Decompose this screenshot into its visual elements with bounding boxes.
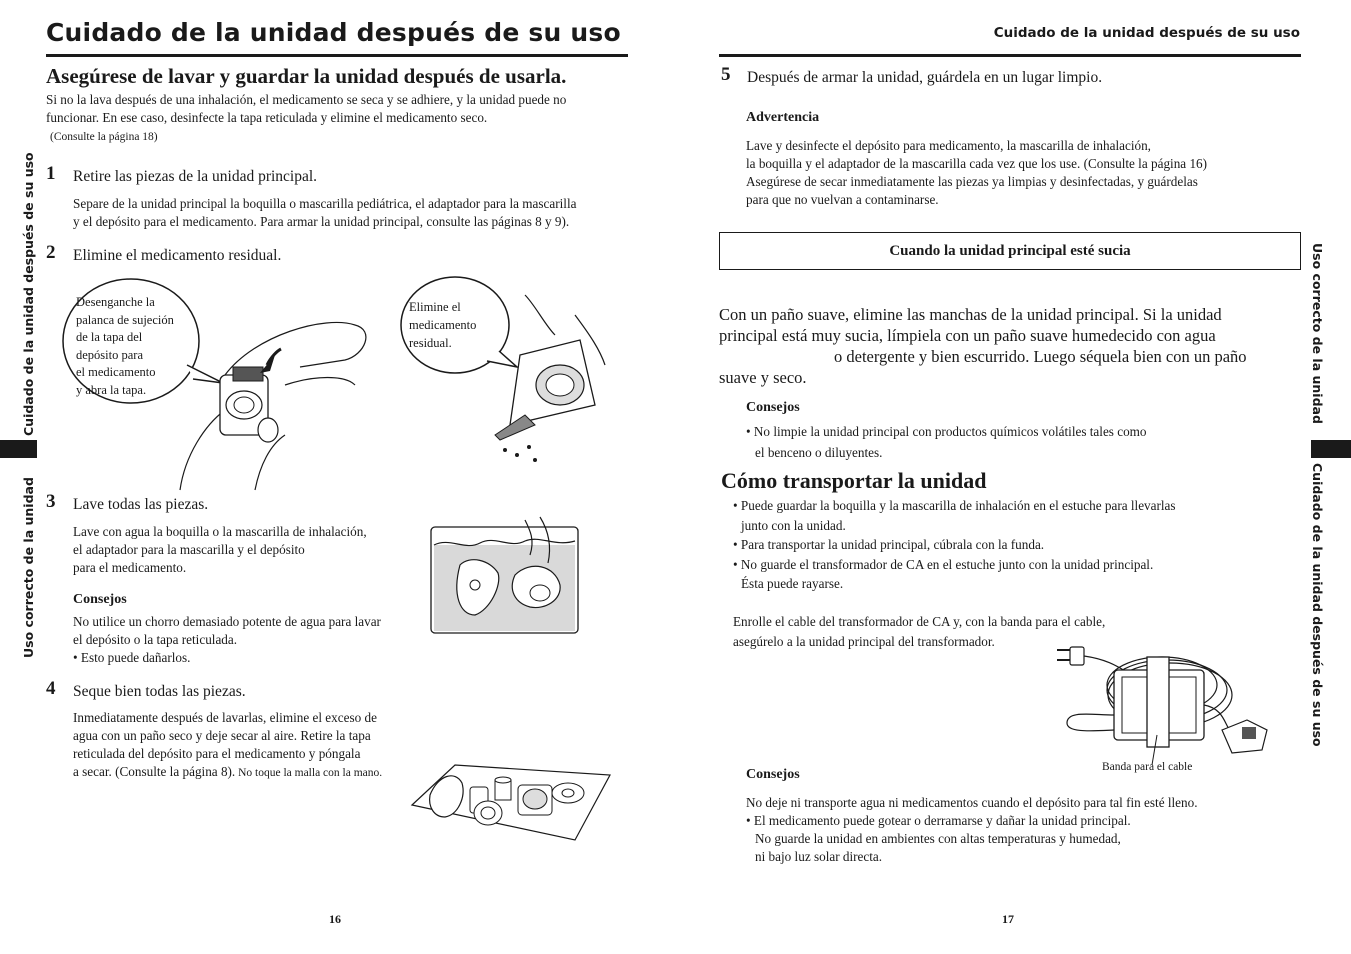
step-1-line-2: y el depósito para el medicamento. Para armar la unidad principal, consulte las páginas 8 y 9).	[73, 214, 570, 229]
dirty-line-2: principal está muy sucia, límpiela con un paño suave humedecido con agua	[719, 326, 1216, 345]
step-4-title: Seque bien todas las piezas.	[73, 683, 246, 700]
dirty-tips-label: Consejos	[746, 400, 800, 415]
step-3-tips-label: Consejos	[73, 592, 127, 607]
dirty-tip-1: • No limpie la unidad principal con productos químicos volátiles tales como	[746, 424, 1147, 439]
final-tips	[746, 794, 1198, 866]
final-tip-line: No guarde la unidad en ambientes con altas temperaturas y humedad,	[755, 831, 1121, 846]
step-3-tip-line: el depósito o la tapa reticulada.	[73, 632, 238, 647]
final-tip-line: • El medicamento puede gotear o derramarse y dañar la unidad principal.	[746, 813, 1131, 828]
step-3-line: el adaptador para la mascarilla y el depósito	[73, 542, 305, 557]
running-header: Cuidado de la unidad después de su uso	[993, 25, 1300, 41]
transport-line: Ésta puede rayarse.	[741, 576, 844, 591]
bubble-2-line: medicamento	[409, 318, 477, 332]
step-5-number: 5	[721, 64, 731, 85]
bubble-2-text	[409, 298, 476, 352]
step-1-number: 1	[46, 163, 56, 184]
step-3-line: Lave con agua la boquilla o la mascarilla de inhalación,	[73, 524, 367, 539]
final-tip-line: ni bajo luz solar directa.	[755, 849, 883, 864]
cable-band-caption: Banda para el cable	[1102, 761, 1193, 773]
warning-text	[746, 137, 1207, 209]
page-title: Cuidado de la unidad después de su uso	[46, 18, 621, 47]
page-number-left: 16	[329, 912, 341, 926]
cable-line: asegúrelo a la unidad principal del transformador.	[733, 633, 995, 649]
transport-line: • No guarde el transformador de CA en el estuche junto con la unidad principal.	[733, 556, 1154, 572]
step-1-title: Retire las piezas de la unidad principal.	[73, 168, 318, 185]
side-tab-top-right: Uso correcto de la unidad	[1310, 243, 1325, 424]
bubble-1-line: de la tapa del	[76, 330, 143, 345]
final-tip-line: No deje ni transporte agua ni medicamentos cuando el depósito para tal fin esté lleno.	[746, 795, 1198, 810]
bubble-1-line: palanca de sujeción	[76, 312, 174, 327]
step-1-line-1: Separe de la unidad principal la boquilla o mascarilla pediátrica, el adaptador para la mascarilla	[73, 196, 577, 211]
transport-title: Cómo transportar la unidad	[721, 468, 987, 493]
dirty-line-3: o detergente y bien escurrido. Luego séquela bien con un paño	[834, 347, 1247, 366]
dirty-line-4: suave y seco.	[719, 368, 807, 387]
washing-basin-illustration	[430, 515, 580, 637]
title-rule	[46, 54, 628, 57]
step-4-last-b: No toque la malla con la mano.	[235, 767, 383, 779]
transport-list	[733, 496, 1176, 594]
step-4-last-line	[73, 763, 382, 782]
bubble-1-line: depósito para	[76, 347, 143, 362]
bubble-2-line: residual.	[409, 336, 452, 350]
step-4-text	[73, 709, 382, 782]
step-3-title: Lave todas las piezas.	[73, 496, 209, 513]
side-tab-top: Cuidado de la unidad después de su uso	[21, 152, 36, 436]
warning-label: Advertencia	[746, 110, 820, 125]
step-3-tip-line: No utilice un chorro demasiado potente de agua para lavar	[73, 614, 381, 629]
bubble-1-line: Desenganche la	[76, 295, 155, 309]
bubble-2-line: Elimine el	[409, 300, 461, 314]
warning-line: Asegúrese de secar inmediatamente las piezas ya limpias y desinfectadas, y guárdelas	[746, 174, 1198, 189]
side-tab-bottom-right: Cuidado de la unidad después de su uso	[1310, 463, 1325, 747]
step-3-text	[73, 523, 367, 577]
drying-parts-illustration	[410, 755, 615, 845]
step-3-tip-line: • Esto puede dañarlos.	[73, 650, 191, 665]
page-number-right: 17	[1002, 912, 1014, 926]
step-3-number: 3	[46, 491, 56, 512]
bubble-1-text	[76, 294, 174, 400]
warning-line: la boquilla y el adaptador de la mascarilla cada vez que los use. (Consulte la página 16)	[746, 156, 1208, 171]
step-4-line: agua con un paño seco y deje secar al aire. Retire la tapa	[73, 728, 371, 743]
step-4-last-a: a secar. (Consulte la página 8).	[73, 764, 236, 779]
ac-adapter-illustration	[1052, 645, 1277, 755]
side-tab-marker-right	[1311, 440, 1351, 458]
intro-line-1: Si no la lava después de una inhalación, el medicamento se seca y se adhiere, y la unidad puede no	[46, 92, 567, 107]
step-4-line: reticulada del depósito para el medicamento y póngala	[73, 746, 361, 761]
intro-ref: (Consulte la página 18)	[50, 131, 158, 143]
transport-line: junto con la unidad.	[741, 517, 846, 533]
bubble-1-line: el medicamento	[76, 365, 156, 380]
step-2-number: 2	[46, 242, 56, 263]
step-2-title: Elimine el medicamento residual.	[73, 247, 282, 264]
step-4-number: 4	[46, 678, 56, 699]
warning-line: para que no vuelvan a contaminarse.	[746, 192, 939, 207]
step-3-tips	[73, 613, 381, 667]
intro-line-2: funcionar. En ese caso, desinfecte la tapa reticulada y elimine el medicamento seco.	[46, 110, 488, 125]
side-tab-bottom: Uso correcto de la unidad	[21, 477, 36, 658]
step-4-line: Inmediatamente después de lavarlas, elimine el exceso de	[73, 710, 377, 725]
dirty-unit-heading-box: Cuando la unidad principal esté sucia	[719, 232, 1301, 270]
dirty-line-1: Con un paño suave, elimine las manchas de la unidad principal. Si la unidad	[719, 305, 1222, 324]
header-rule	[719, 54, 1301, 57]
side-tab-marker	[0, 440, 37, 458]
step-3-line: para el medicamento.	[73, 560, 187, 575]
step-5-title: Después de armar la unidad, guárdela en un lugar limpio.	[747, 69, 1103, 86]
cable-line: Enrolle el cable del transformador de CA y, con la banda para el cable,	[733, 614, 1106, 629]
bubble-1-line: y abra la tapa.	[76, 382, 147, 397]
cable-text	[733, 612, 1105, 651]
warning-line: Lave y desinfecte el depósito para medicamento, la mascarilla de inhalación,	[746, 138, 1151, 153]
transport-line: • Puede guardar la boquilla y la mascarilla de inhalación en el estuche para llevarlas	[733, 498, 1176, 513]
dirty-tip-2: el benceno o diluyentes.	[755, 445, 883, 460]
transport-line: • Para transportar la unidad principal, cúbrala con la funda.	[733, 537, 1045, 552]
final-tips-label: Consejos	[746, 767, 800, 782]
section-subtitle: Asegúrese de lavar y guardar la unidad después de usarla.	[46, 64, 567, 88]
